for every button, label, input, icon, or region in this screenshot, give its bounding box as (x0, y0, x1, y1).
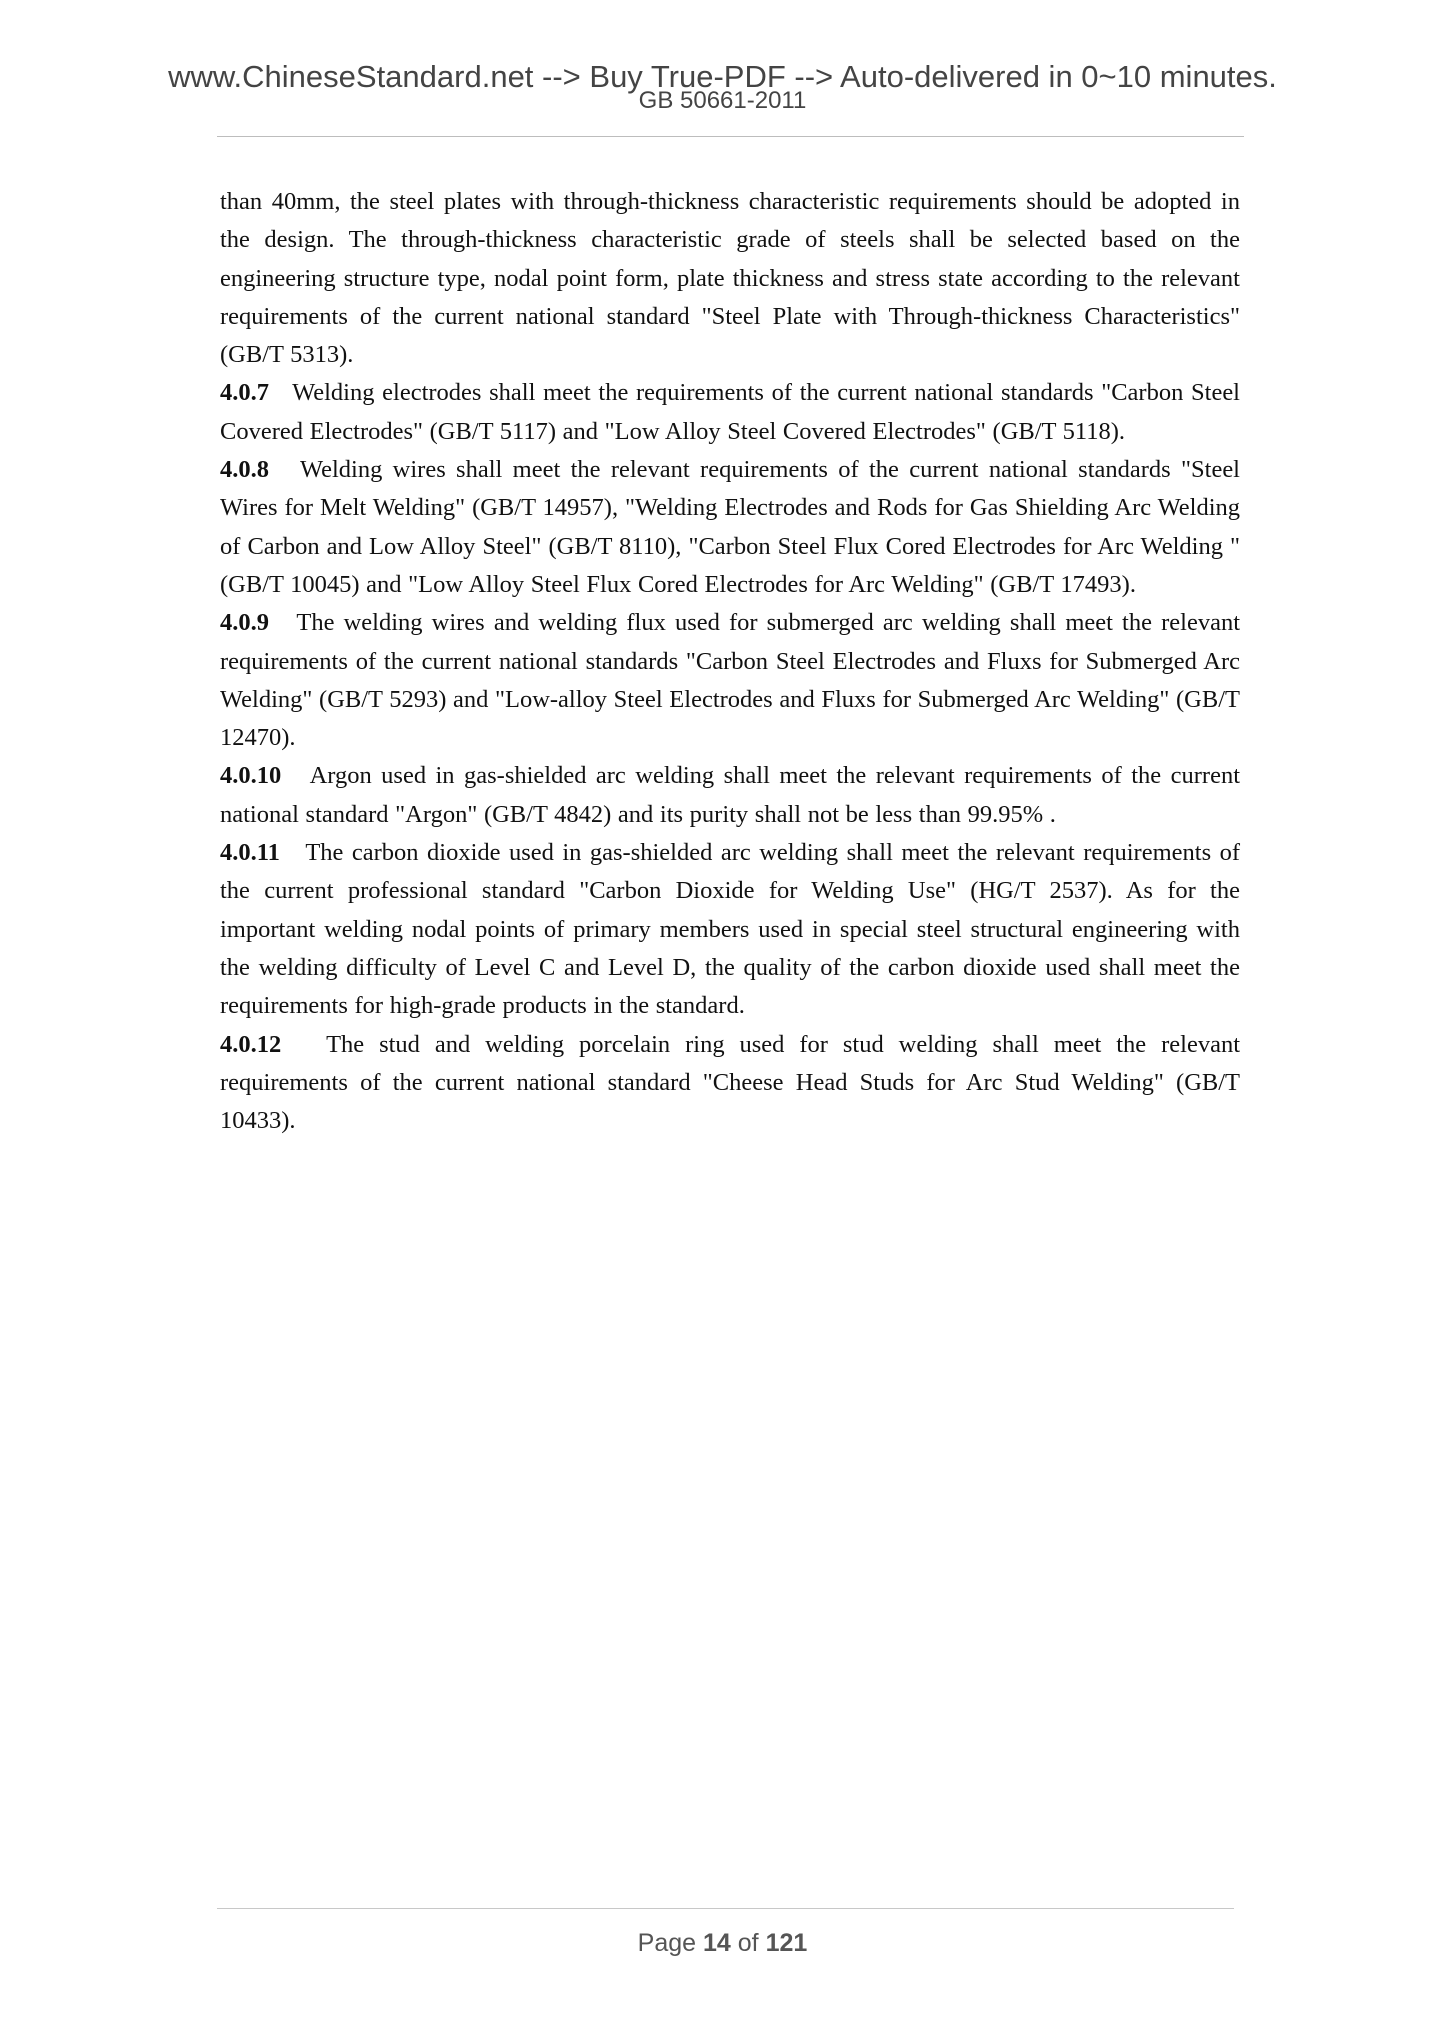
clause-number: 4.0.9 (220, 609, 269, 637)
continuation-paragraph: than 40mm, the steel plates with through-thickness characteristic requirements should be adopted in the design. The through-thickness characteristic grade of steels shall be selected based on the engineering structure type, nodal point form, plate thickness and stress state according to the relevant requirements of the current national standard "Steel Plate with Through-thickness Characteristics"(GB/T 5313). (220, 188, 1240, 369)
page-label: Page (637, 1929, 697, 1957)
clause-number: 4.0.10 (220, 762, 282, 790)
clause-text: Argon used in gas-shielded arc welding shall meet the relevant requirements of the current national standard "Argon" (GB/T 4842) and its purity shall not be less than 99.95% . (220, 762, 1240, 828)
clause-number: 4.0.7 (220, 379, 269, 407)
clause-4-0-7 (220, 374, 1240, 451)
clause-4-0-10 (220, 757, 1240, 834)
clause-text: Welding electrodes shall meet the requirements of the current national standards "Carbon Steel Covered Electrodes" (GB/T 5117) and "Low Alloy Steel Covered Electrodes" (GB/T 5118). (220, 379, 1240, 445)
clause-number: 4.0.8 (220, 456, 269, 484)
site-banner: www.ChineseStandard.net --> Buy True-PDF --> Auto-delivered in 0~10 minutes. (168, 59, 1277, 94)
page-indicator (0, 1928, 1445, 1958)
clause-text: The welding wires and welding flux used for submerged arc welding shall meet the relevant requirements of the current national standards "Carbon Steel Electrodes and Fluxs for Submerged Arc Welding" (GB/T 5293) and "Low-alloy Steel Electrodes and Fluxs for Submerged Arc Welding" (GB/T 12470). (220, 609, 1241, 752)
clause-number: 4.0.12 (220, 1030, 282, 1058)
total-pages: 121 (765, 1929, 808, 1957)
page-number: 14 (703, 1929, 731, 1957)
clause-text: Welding wires shall meet the relevant requirements of the current national standards "Steel Wires for Melt Welding" (GB/T 14957), "Welding Electrodes and Rods for Gas Shielding Arc Welding of Carbon and Low Alloy Steel" (GB/T 8110), "Carbon Steel Flux Cored Electrodes for Arc Welding " (GB/T 10045) and "Low Alloy Steel Flux Cored Electrodes for Arc Welding" (GB/T 17493). (220, 456, 1240, 598)
clause-4-0-9 (220, 604, 1240, 757)
standard-code: GB 50661-2011 (638, 87, 807, 114)
clause-number: 4.0.11 (220, 839, 280, 867)
header-divider (217, 136, 1244, 137)
clause-text: The stud and welding porcelain ring used for stud welding shall meet the relevant requirements of the current national standard "Cheese Head Studs for Arc Stud Welding" (GB/T 10433). (220, 1030, 1241, 1135)
clause-4-0-11 (220, 834, 1240, 1025)
document-body (220, 183, 1240, 1140)
of-label: of (737, 1929, 759, 1957)
clause-4-0-8 (220, 451, 1240, 604)
footer-divider (217, 1908, 1234, 1909)
clause-text: The carbon dioxide used in gas-shielded arc welding shall meet the relevant requirements of the current professional standard "Carbon Dioxide for Welding Use" (HG/T 2537). As for the important welding nodal points of primary members used in special steel structural engineering with the welding difficulty of Level C and Level D, the quality of the carbon dioxide used shall meet the requirements for high-grade products in the standard. (220, 839, 1240, 1020)
clause-4-0-12 (220, 1026, 1240, 1141)
